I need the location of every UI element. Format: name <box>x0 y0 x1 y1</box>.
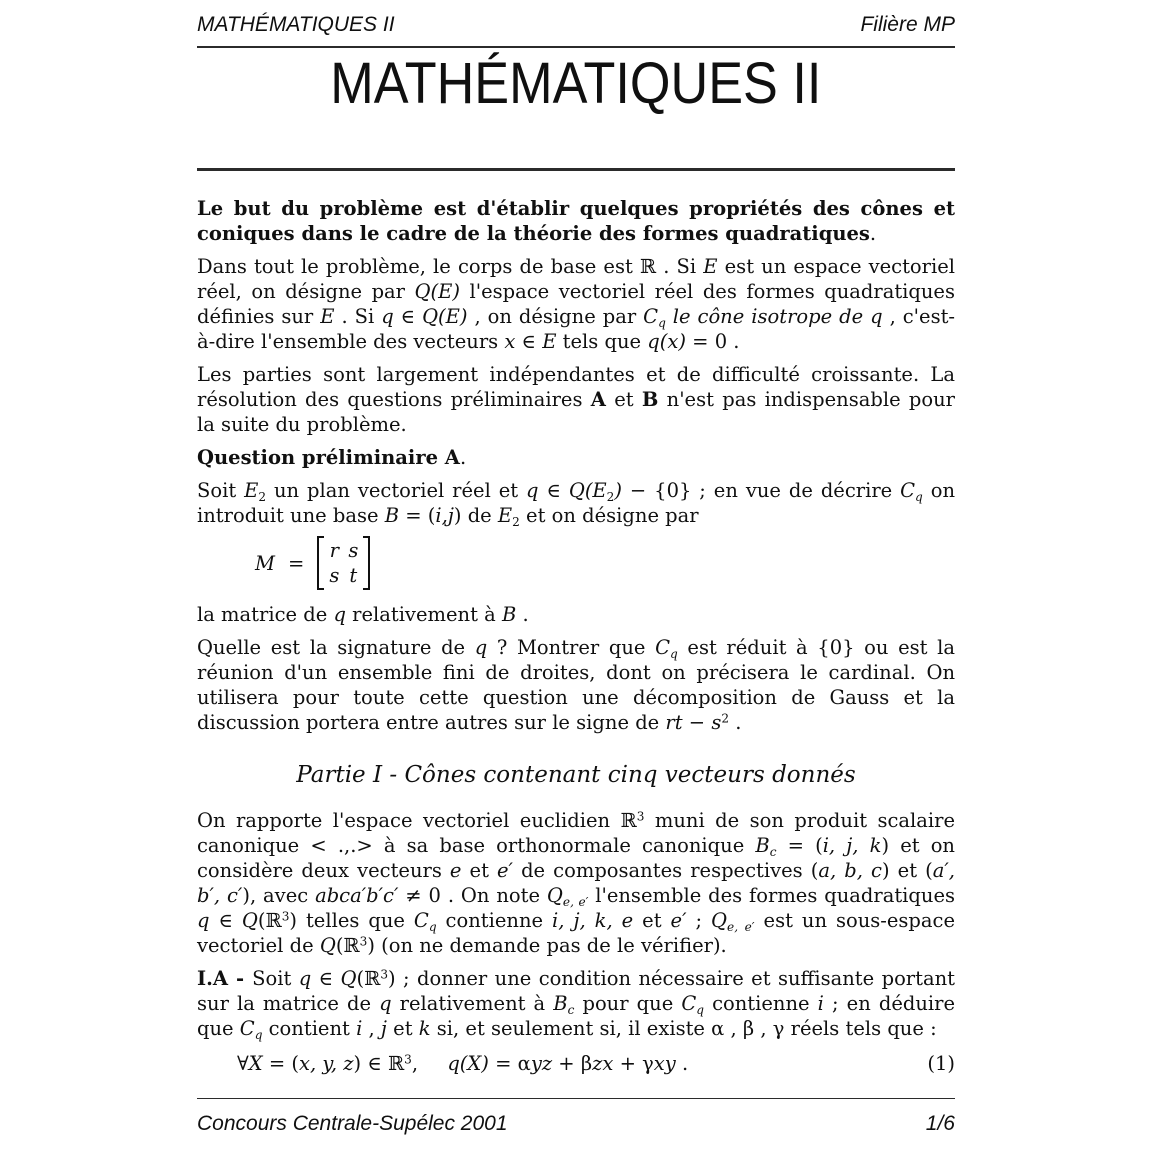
equals-sign: = <box>287 551 305 575</box>
paragraph-parts-note: Les parties sont largement indépendantes et de difficulté croissante. La résolution des questions préliminaires A et B n'est pas indispensable pour la suite du problème. <box>197 363 956 436</box>
page-title <box>197 51 955 116</box>
header-rule <box>197 46 955 48</box>
equation-number: (1) <box>927 1052 955 1075</box>
paragraph-signature: Quelle est la signature de q ? Montrer que Cq est réduit à {0} ou est la réunion d'un ensemble fini de droites, dont on précisera le cardinal. On utilisera pour toute cette question une décomposition de Gauss et la discussion portera entre autres sur le signe de rt − $s^2$ . <box>197 636 955 734</box>
page-title-text: MATHÉMATIQUES II <box>330 51 822 116</box>
paragraph-question-ia: I.A - Soit q ∈ Q(ℝ$^3$) ; donner une condition nécessaire et suffisante portant sur la matrice de q relativement à Bc pour que Cq contienne i ; en déduire que Cq contient i , j et k si, et seulement si, il existe α , β , γ réels tels que : <box>197 967 956 1042</box>
title-rule <box>197 168 955 171</box>
bracket-matrix <box>317 536 370 590</box>
equation-body: ∀X = (x, y, z) ∈ ℝ$^3$, q(X) = αyz + βzx + γxy . <box>237 1052 689 1075</box>
paragraph-part1-intro: On rapporte l'espace vectoriel euclidien ℝ$^3$ muni de son produit scalaire canonique < .,.> à sa base orthonormale canonique Bc = (i, j, k) et on considère deux vecteurs e et e′ de composantes respectives (a, b, c) et (a′, b′, c′), avec abca′b′c′ ≠ 0 . On note Qe, e′ l'ensemble des formes quadratiques q ∈ Q(ℝ$^3$) telles que Cq contienne i, j, k, e et e′ ; Qe, e′ est un sous-espace vectoriel de Q(ℝ$^3$) (on ne demande pas de le vérifier). <box>197 809 956 957</box>
matrix-cell-r: r <box>329 539 339 562</box>
paragraph-soit-e2: Soit E2 un plan vectoriel réel et q ∈ Q(E2) − {0} ; en vue de décrire Cq on introduit une base B = (i,j) de E2 et on désigne par <box>197 479 956 529</box>
matrix-lhs: M <box>255 551 275 575</box>
matrix-cells <box>324 536 363 590</box>
paragraph-intro: Le but du problème est d'établir quelques propriétés des cônes et coniques dans le cadre de la théorie des formes quadratiques. <box>197 197 955 245</box>
running-header <box>197 12 955 37</box>
paragraph-base-field: Dans tout le problème, le corps de base est ℝ . Si E est un espace vectoriel réel, on désigne par Q(E) l'espace vectoriel réel des formes quadratiques définies sur E . Si q ∈ Q(E) , on désigne par Cq le cône isotrope de q , c'est-à-dire l'ensemble des vecteurs x ∈ E tels que q(x) = 0 . <box>197 255 956 353</box>
matrix-cell-t: t <box>349 564 358 587</box>
bracket-right <box>363 536 370 590</box>
heading-part-1: Partie I - Cônes contenant cinq vecteurs donnés <box>296 762 856 788</box>
running-header-right: Filière MP <box>860 13 955 36</box>
footer-right: 1/6 <box>925 1112 955 1135</box>
footer-left: Concours Centrale-Supélec 2001 <box>197 1112 508 1135</box>
matrix-cell-s1: s <box>348 539 359 562</box>
document-body <box>197 196 955 1076</box>
equation-1 <box>197 1051 955 1076</box>
matrix-display <box>255 536 955 590</box>
page-footer <box>197 1098 955 1136</box>
heading-question-a: Question préliminaire A. <box>197 446 467 469</box>
matrix-cell-s2: s <box>329 564 340 587</box>
paragraph-matrix-caption: la matrice de q relativement à B . <box>197 603 529 626</box>
bracket-left <box>317 536 324 590</box>
footer-rule <box>197 1098 955 1099</box>
running-header-left: MATHÉMATIQUES II <box>197 13 395 36</box>
